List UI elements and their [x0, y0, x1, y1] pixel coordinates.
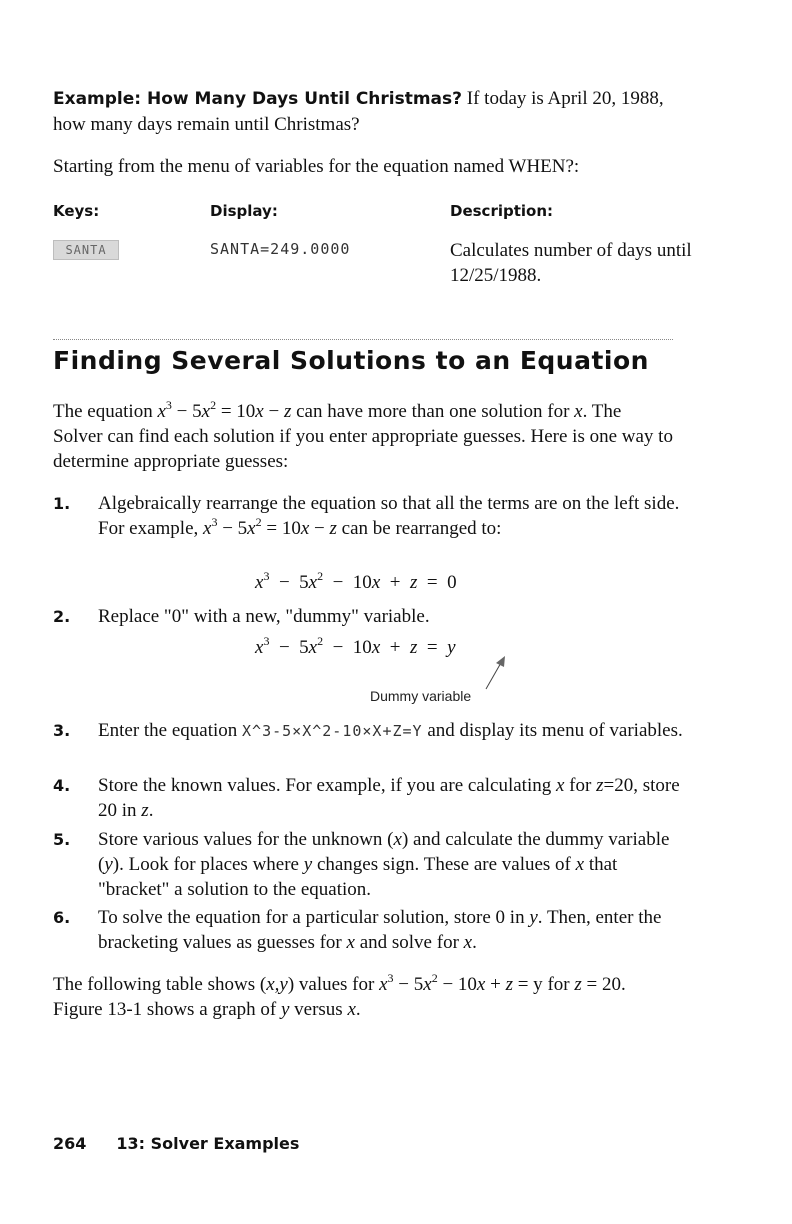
header-keys: Keys: [53, 202, 100, 220]
step-text: Store the known values. For example, if you are calculating [98, 775, 556, 796]
intro-text-c: . The Solver can find each solution if you enter appropriate guesses. Here is one way to determine appropriate guesses: [53, 401, 673, 472]
rearranged-equation: $x^3 - 5x^2 - 10x + z = 0$ [255, 568, 457, 593]
section-divider [53, 339, 673, 340]
closing-text: . [355, 999, 361, 1020]
santa-menu-key: SANTA [53, 240, 119, 260]
step-body: Algebraically rearrange the equation so that all the terms are on the left side. For example, $x^3 - 5x^2 = 10x - z$ can be rearranged to: [98, 493, 680, 539]
example-paragraph [53, 86, 673, 137]
page-number: 264 [53, 1134, 87, 1153]
step-3 [53, 718, 693, 744]
step-body: Store the known values. For example, if you are calculating x for z=20, store 20 in z. [98, 775, 680, 821]
step-number: 6. [53, 908, 71, 927]
header-display: Display: [210, 202, 278, 220]
santa-description: Calculates number of days until 12/25/1988. [450, 240, 692, 286]
step-body: To solve the equation for a particular solution, store 0 in y. Then, enter the bracketing values as guesses for x and solve for x. [98, 907, 662, 953]
closing-equation: $x^3 - 5x^2 - 10x + z = y$ [379, 970, 543, 995]
step-text: To solve the equation for a particular solution, store 0 in [98, 907, 530, 928]
step-number: 2. [53, 607, 71, 626]
step-4 [53, 773, 693, 823]
closing-text: = 20. Figure 13-1 shows a graph of [53, 974, 626, 1020]
step-text: Store various values for the unknown ( [98, 829, 394, 850]
chapter-title: 13: Solver Examples [116, 1134, 300, 1153]
step-text: =20, store 20 in [98, 775, 680, 821]
page-footer [53, 1134, 299, 1153]
closing-text: versus [289, 999, 348, 1020]
starting-text: Starting from the menu of variables for the equation named WHEN?: [53, 156, 580, 177]
step-text: ) and calculate the dummy variable ( [98, 829, 670, 875]
step-text: for [564, 775, 597, 796]
step-text: Replace "0" with a new, "dummy" variable. [98, 606, 430, 627]
closing-text: for [542, 974, 575, 995]
closing-text: ) values for [287, 974, 380, 995]
intro-text-b: can have more than one solution for [291, 401, 575, 422]
step-text: Algebraically rearrange the equation so that all the terms are on the left side. For example, [98, 493, 680, 539]
step-text: that "bracket" a solution to the equation. [98, 854, 618, 900]
step-text: and solve for [354, 932, 464, 953]
step-text: . Then, enter the bracketing values as guesses for [98, 907, 662, 953]
equation-code: X^3-5×X^2-10×X+Z=Y [242, 722, 423, 740]
dummy-arrow-icon [480, 655, 510, 691]
step-body [98, 718, 693, 744]
step-number: 4. [53, 776, 71, 795]
example-heading: Example: How Many Days Until Christmas? [53, 89, 463, 109]
step-text: . [148, 800, 154, 821]
step-body: Store various values for the unknown (x) and calculate the dummy variable (y). Look for places where y changes sign. These are values of x that "bracket" a solution to the equation. [98, 829, 670, 900]
step-text: and display its menu of variables. [422, 720, 683, 741]
step-text: changes sign. These are values of [312, 854, 576, 875]
header-description: Description: [450, 202, 554, 220]
section-title: Finding Several Solutions to an Equation [53, 346, 649, 375]
step-6 [53, 905, 693, 955]
step-5 [53, 827, 693, 902]
step-number: 5. [53, 830, 71, 849]
closing-text: The following table shows ( [53, 974, 267, 995]
closing-paragraph: The following table shows (x,y) values for $x^3 - 5x^2 - 10x + z = y$ for z = 20. Figure 13-1 shows a graph of y versus x. [53, 970, 626, 1020]
step-text: ). Look for places where [112, 854, 304, 875]
step-text: Enter the equation [98, 720, 243, 741]
intro-paragraph: The equation $x^3 - 5x^2 = 10x - z$ can have more than one solution for x. The Solver can find each solution if you enter appropriate guesses. Here is one way to determine appropriate guesses: [53, 397, 673, 472]
step-2 [53, 604, 693, 629]
dummy-equation: $x^3 - 5x^2 - 10x + z = y$ [255, 633, 456, 658]
example-question: If today is April 20, 1988, how many days remain until Christmas? [53, 88, 664, 135]
dummy-variable-label: Dummy variable [370, 688, 472, 704]
santa-display: SANTA=249.0000 [210, 240, 351, 258]
intro-equation: $x^3 - 5x^2 = 10x - z$ [157, 397, 292, 422]
step-text: . [472, 932, 477, 953]
step-1 [53, 491, 693, 541]
step-number: 1. [53, 494, 71, 513]
step-text: can be rearranged to: [336, 518, 502, 539]
intro-text-a: The equation [53, 401, 158, 422]
step-number: 3. [53, 721, 71, 740]
